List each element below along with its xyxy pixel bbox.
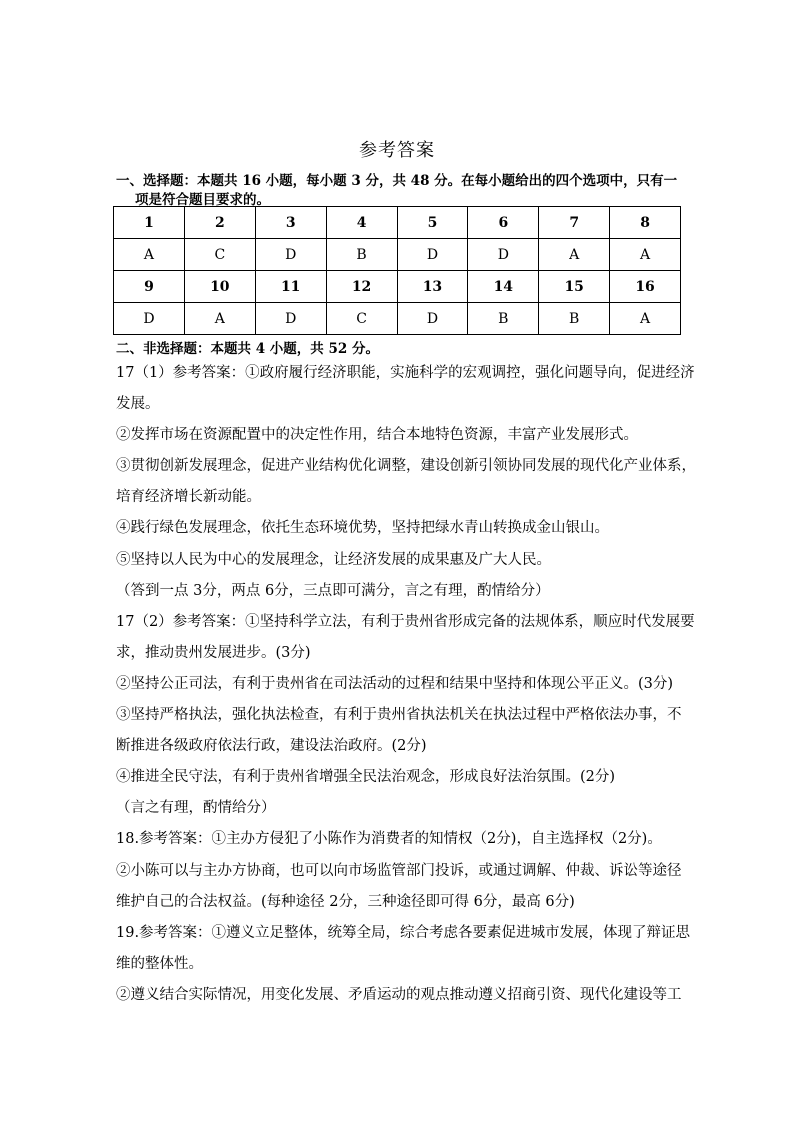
answer-line: ②坚持公正司法，有利于贵州省在司法活动的过程和结果中坚持和体现公平正义。(3分) bbox=[116, 675, 674, 692]
question-number: 14 bbox=[468, 271, 539, 303]
answer-line: （言之有理，酌情给分） bbox=[116, 800, 276, 817]
question-number: 12 bbox=[326, 271, 397, 303]
answer-cell: B bbox=[539, 303, 610, 335]
answer-line: ③坚持严格执法，强化执法检查，有利于贵州省执法机关在执法过程中严格依法办事，不 bbox=[116, 707, 682, 724]
question-number: 15 bbox=[539, 271, 610, 303]
answer-cell: D bbox=[468, 239, 539, 271]
answer-cell: B bbox=[468, 303, 539, 335]
answer-line: ②发挥市场在资源配置中的决定性作用，结合本地特色资源，丰富产业发展形式。 bbox=[116, 427, 638, 444]
answer-line: ④推进全民守法，有利于贵州省增强全民法治观念，形成良好法治氛围。(2分) bbox=[116, 769, 616, 786]
answer-line: 断推进各级政府依法行政，建设法治政府。(2分) bbox=[116, 738, 427, 755]
question-number: 11 bbox=[255, 271, 326, 303]
answer-cell: A bbox=[610, 239, 681, 271]
question-number: 8 bbox=[610, 207, 681, 239]
answer-line: 求，推动贵州发展进步。(3分) bbox=[116, 644, 311, 661]
answer-cell: D bbox=[114, 303, 185, 335]
section-1-heading bbox=[116, 172, 686, 210]
question-number-row bbox=[114, 271, 681, 303]
answer-line: ④践行绿色发展理念，依托生态环境优势，坚持把绿水青山转换成金山银山。 bbox=[116, 520, 609, 537]
answer-line: 18.参考答案：①主办方侵犯了小陈作为消费者的知情权（2分)，自主选择权（2分)。 bbox=[116, 831, 662, 848]
question-number: 7 bbox=[539, 207, 610, 239]
answer-table bbox=[113, 206, 681, 335]
answer-line: 维护自己的合法权益。(每种途径 2分，三种途径即可得 6分，最高 6分) bbox=[116, 893, 575, 910]
question-number: 9 bbox=[114, 271, 185, 303]
answer-line: ②小陈可以与主办方协商，也可以向市场监管部门投诉，或通过调解、仲裁、诉讼等途径 bbox=[116, 862, 682, 879]
answer-cell: A bbox=[114, 239, 185, 271]
answer-cell: A bbox=[610, 303, 681, 335]
answer-line: ②遵义结合实际情况，用变化发展、矛盾运动的观点推动遵义招商引资、现代化建设等工 bbox=[116, 986, 682, 1003]
answer-line: ③贯彻创新发展理念，促进产业结构优化调整，建设创新引领协同发展的现代化产业体系， bbox=[116, 458, 696, 475]
question-number: 1 bbox=[114, 207, 185, 239]
answer-cell: A bbox=[184, 303, 255, 335]
question-number: 13 bbox=[397, 271, 468, 303]
answer-line: 19.参考答案：①遵义立足整体，统筹全局，综合考虑各要素促进城市发展，体现了辩证思 bbox=[116, 924, 691, 941]
question-number: 4 bbox=[326, 207, 397, 239]
answer-cell: D bbox=[255, 303, 326, 335]
page-title: 参考答案 bbox=[359, 140, 435, 161]
answer-line: 17（1）参考答案：①政府履行经济职能，实施科学的宏观调控，强化问题导向，促进经济 bbox=[116, 365, 695, 381]
answer-line: 17（2）参考答案：①坚持科学立法，有利于贵州省形成完备的法规体系，顺应时代发展要 bbox=[116, 613, 695, 630]
question-number: 3 bbox=[255, 207, 326, 239]
section-1-line-2: 项是符合题目要求的。 bbox=[135, 192, 270, 208]
answer-cell: D bbox=[255, 239, 326, 271]
answer-row bbox=[114, 239, 681, 271]
section-1-line-1: 一、选择题：本题共 16 小题，每小题 3 分，共 48 分。在每小题给出的四个选项中，只有一 bbox=[116, 173, 678, 189]
question-number: 6 bbox=[468, 207, 539, 239]
answer-cell: A bbox=[539, 239, 610, 271]
question-number-row bbox=[114, 207, 681, 239]
question-number: 16 bbox=[610, 271, 681, 303]
answer-cell: C bbox=[326, 303, 397, 335]
answer-line: 维的整体性。 bbox=[116, 955, 203, 972]
answer-line: ⑤坚持以人民为中心的发展理念，让经济发展的成果惠及广大人民。 bbox=[116, 551, 551, 568]
section-2-heading: 二、非选择题：本题共 4 小题，共 52 分。 bbox=[116, 341, 379, 357]
answer-row bbox=[114, 303, 681, 335]
answer-cell: D bbox=[397, 239, 468, 271]
question-number: 2 bbox=[184, 207, 255, 239]
answer-cell: B bbox=[326, 239, 397, 271]
answer-line: 培育经济增长新动能。 bbox=[116, 489, 261, 506]
question-number: 5 bbox=[397, 207, 468, 239]
answer-line: 发展。 bbox=[116, 396, 160, 413]
answer-cell: C bbox=[184, 239, 255, 271]
question-number: 10 bbox=[184, 271, 255, 303]
answer-cell: D bbox=[397, 303, 468, 335]
answer-line: （答到一点 3分，两点 6分，三点即可满分，言之有理，酌情给分） bbox=[116, 582, 550, 599]
answer-body bbox=[116, 358, 696, 1011]
